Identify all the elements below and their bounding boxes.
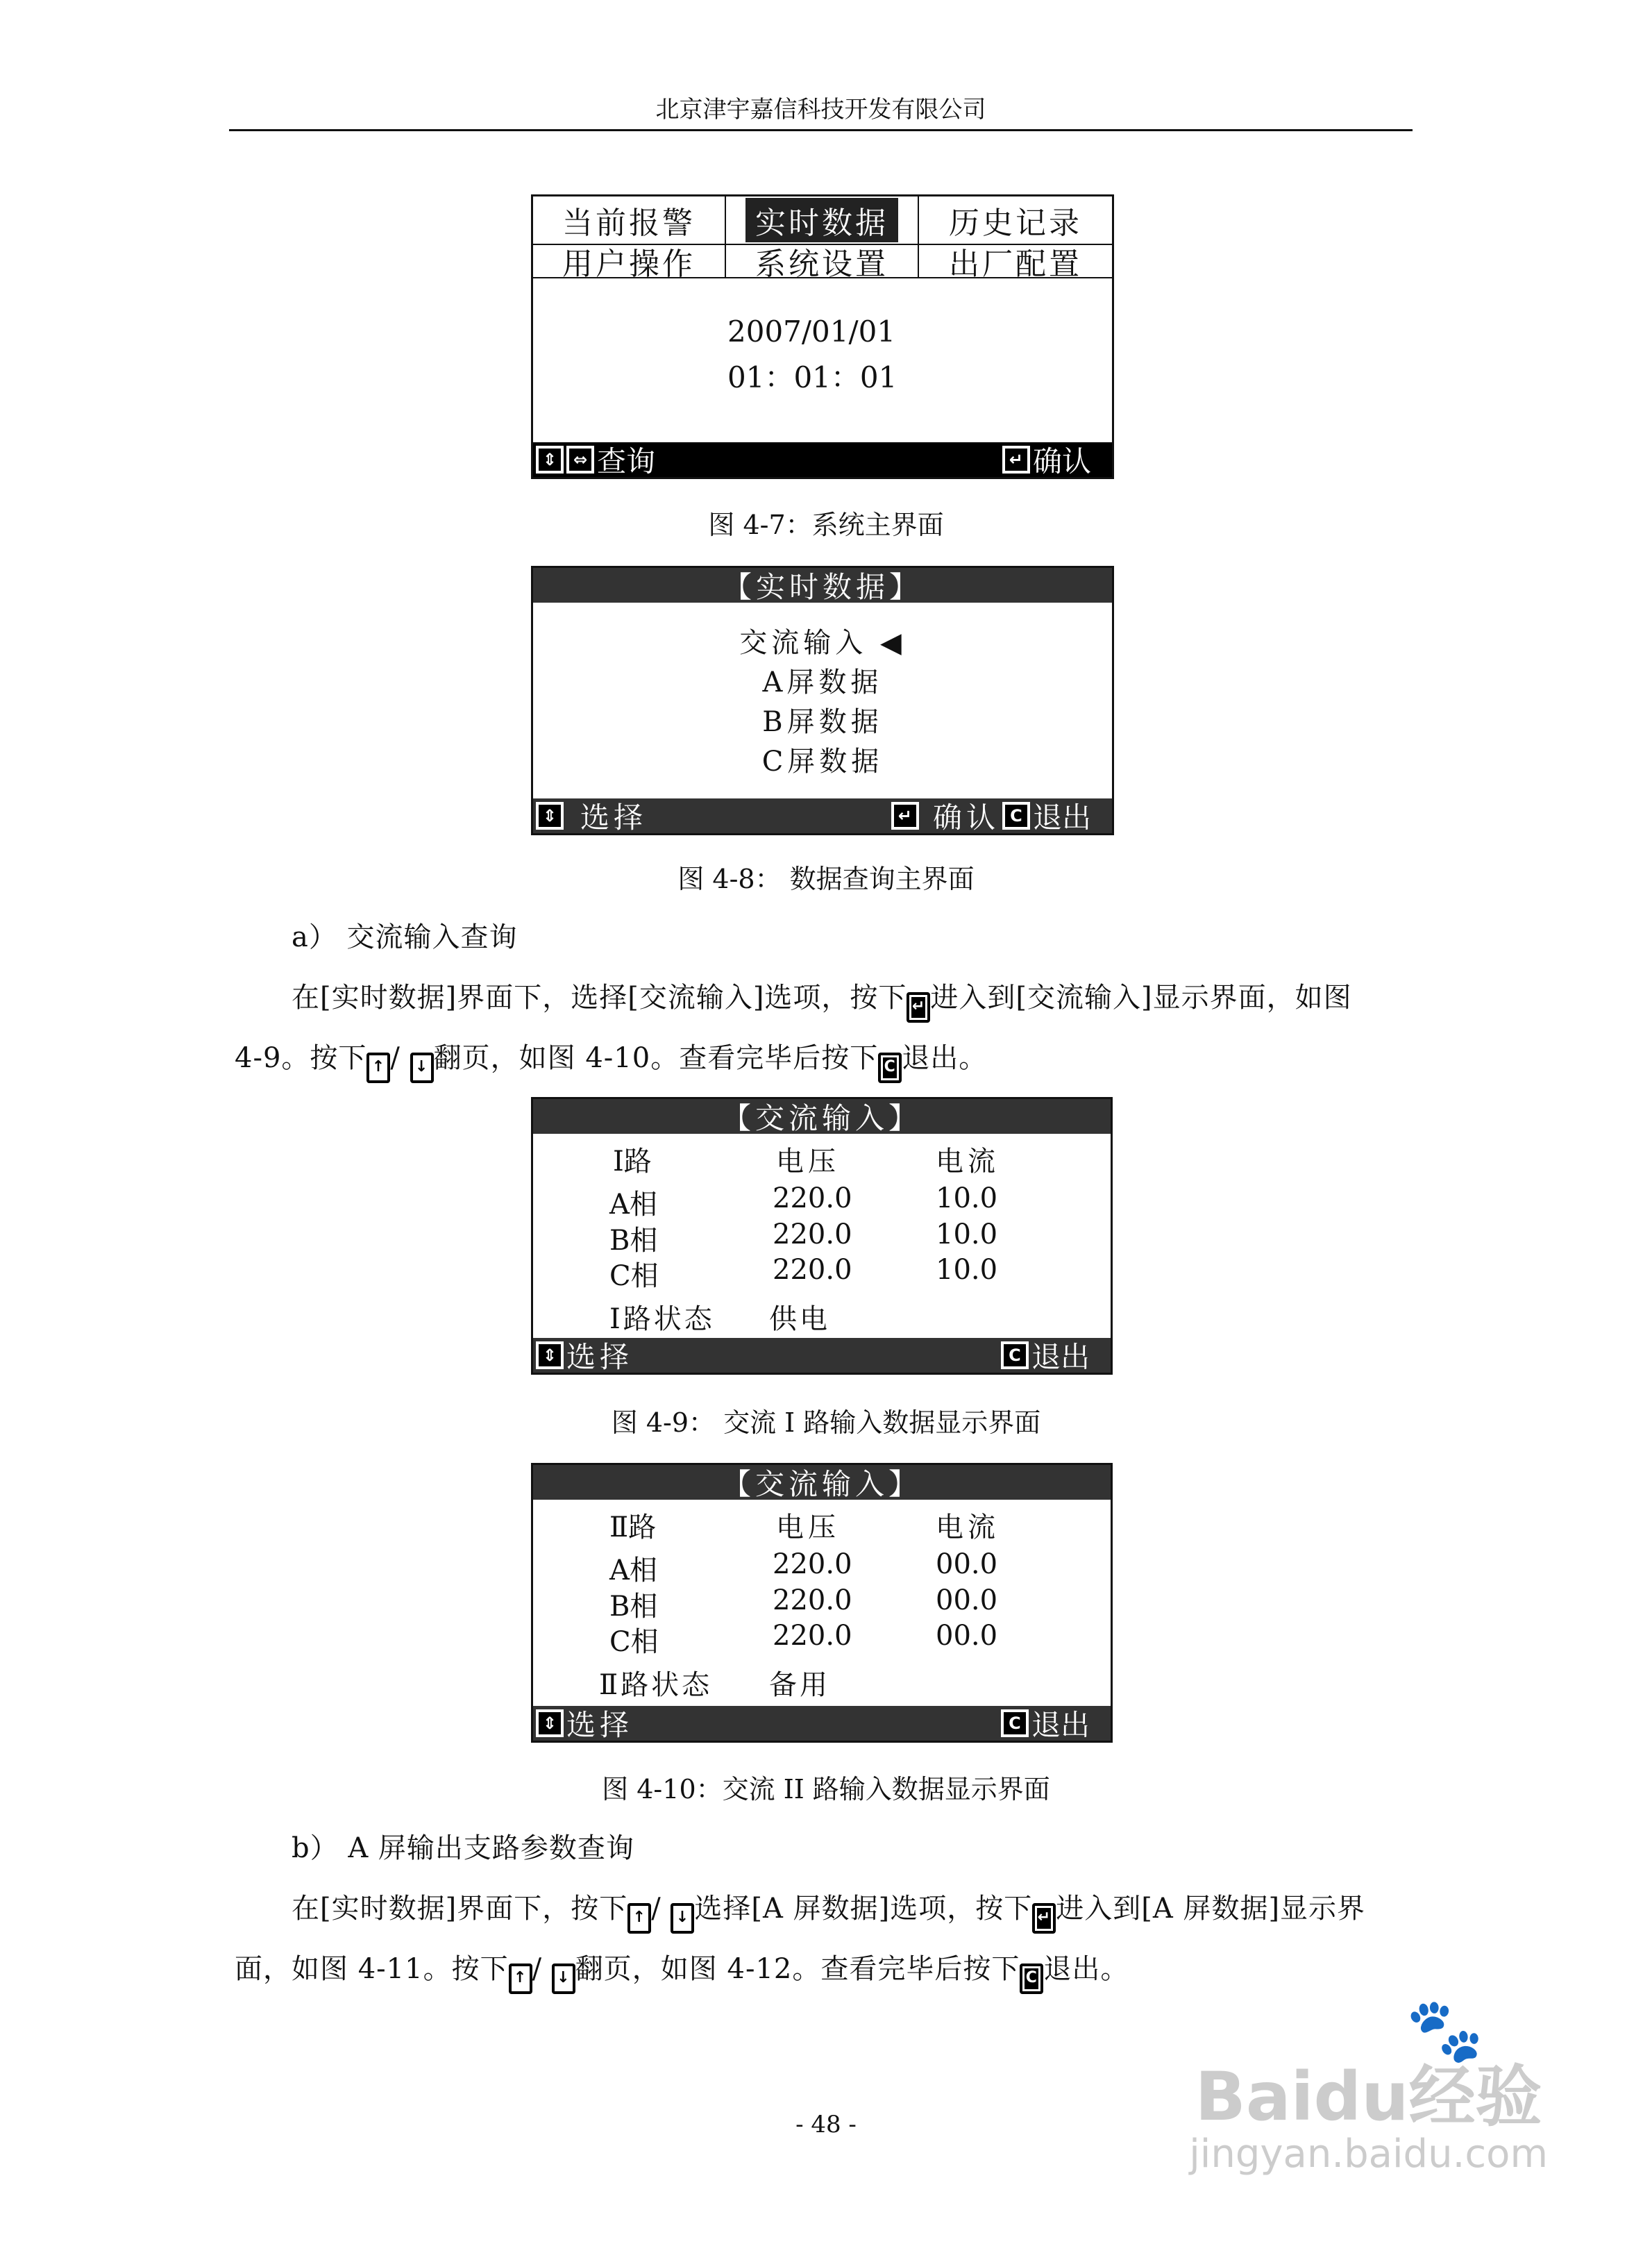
- baidu-watermark: [1189, 1994, 1548, 2177]
- main-screen: [531, 194, 1114, 479]
- ac-input-route2-screen: 【交流输入】 Ⅱ路 电压 电流 A相 220.0 00.0 B相 220.0 00.0 C相 220.0 00.0 Ⅱ路状态 备用 ⇕ 选择 C 退出: [531, 1463, 1113, 1743]
- section-heading: a） 交流输入查询: [292, 921, 518, 953]
- leftright-key-icon: ⇔: [566, 446, 594, 474]
- tab-factory-config[interactable]: 出厂配置: [919, 245, 1112, 278]
- menu-item-a-screen[interactable]: A屏数据: [762, 667, 883, 698]
- figure-caption: 图 4-9： 交流 I 路输入数据显示界面: [611, 1407, 1041, 1438]
- enter-key-icon: ↵: [1032, 1903, 1056, 1934]
- paw-logo-icon: 🐾: [1406, 1994, 1484, 2067]
- watermark-brand: Baidu经验: [1195, 2058, 1542, 2136]
- figure-caption: 图 4-10：交流 II 路输入数据显示界面: [602, 1774, 1050, 1805]
- column-header: 电压: [776, 1146, 840, 1178]
- screen-title: 【交流输入】: [533, 1099, 1111, 1134]
- selection-arrow-icon: ◀: [879, 627, 906, 659]
- paragraph-line: 在[实时数据]界面下，选择[交流输入]选项，按下 ↵ 进入到[交流输入]显示界面，如图: [292, 976, 1352, 1023]
- paragraph-line: 在[实时数据]界面下，按下 ↑ / ↓ 选择[A 屏数据]选项，按下 ↵ 进入到[A 屏数据]显示界: [292, 1886, 1365, 1934]
- tab-history[interactable]: 历史记录: [919, 196, 1112, 245]
- c-key-icon: C: [1001, 1709, 1029, 1737]
- realtime-data-screen: [531, 566, 1114, 835]
- screen-title: 【交流输入】: [533, 1465, 1111, 1500]
- menu-item-b-screen[interactable]: B屏数据: [762, 706, 883, 738]
- figure-caption: 图 4-7：系统主界面: [708, 510, 944, 540]
- figure-caption: 图 4-8： 数据查询主界面: [677, 864, 975, 894]
- down-key-icon: ↓: [671, 1903, 694, 1934]
- enter-key-icon: ↵: [891, 802, 919, 830]
- up-key-icon: ↑: [509, 1963, 532, 1994]
- tab-realtime-data[interactable]: 实时数据: [726, 196, 919, 245]
- column-header: 电流: [936, 1512, 1000, 1543]
- footer-bar: ⇕ 选择 C 退出: [533, 1706, 1111, 1741]
- down-key-icon: ↓: [552, 1963, 575, 1994]
- updown-key-icon: ⇕: [536, 1709, 564, 1737]
- date-display: 2007/01/01: [727, 315, 896, 349]
- c-key-icon: C: [878, 1053, 902, 1083]
- updown-key-icon: ⇕: [536, 446, 564, 474]
- menu-item-ac-input[interactable]: 交流输入 ◀: [739, 627, 906, 659]
- tab-system-settings[interactable]: 系统设置: [726, 245, 919, 278]
- c-key-icon: C: [1001, 1341, 1029, 1369]
- up-key-icon: ↑: [627, 1903, 651, 1934]
- ac-input-route1-screen: 【交流输入】 I路 电压 电流 A相 220.0 10.0 B相 220.0 10.0 C相 220.0 10.0 I路状态 供电 ⇕ 选择 C 退出: [531, 1097, 1113, 1375]
- c-key-icon: C: [1002, 802, 1030, 830]
- column-header: 电流: [936, 1146, 1000, 1178]
- footer-bar: ⇕ ⇔ 查询 ↵ 确认: [533, 442, 1112, 477]
- section-heading: b） A 屏输出支路参数查询: [292, 1832, 634, 1864]
- footer-bar: ⇕ 选择 C 退出: [533, 1338, 1111, 1373]
- header-divider: [229, 129, 1413, 131]
- time-display: 01：01：01: [727, 360, 897, 394]
- screen-title: 【实时数据】: [533, 568, 1112, 603]
- enter-key-icon: ↵: [1002, 446, 1030, 474]
- paragraph-line: 面，如图 4-11。按下 ↑ / ↓ 翻页，如图 4-12。查看完毕后按下 C 退出。: [235, 1947, 1129, 1994]
- watermark-url: jingyan.baidu.com: [1189, 2132, 1548, 2177]
- menu-item-c-screen[interactable]: C屏数据: [761, 746, 884, 778]
- enter-key-icon: ↵: [907, 992, 930, 1023]
- footer-bar: ⇕ 选择 ↵ 确认 C 退出: [533, 798, 1112, 833]
- c-key-icon: C: [1020, 1963, 1043, 1994]
- page-header: 北京津宇嘉信科技开发有限公司: [655, 96, 986, 124]
- paragraph-line: 4-9。按下 ↑ / ↓ 翻页，如图 4-10。查看完毕后按下 C 退出。: [235, 1036, 987, 1083]
- page-number: - 48 -: [795, 2111, 857, 2138]
- updown-key-icon: ⇕: [536, 1341, 564, 1369]
- column-header: I路: [613, 1146, 652, 1178]
- down-key-icon: ↓: [410, 1053, 434, 1083]
- updown-key-icon: ⇕: [536, 802, 564, 830]
- tab-current-alarm[interactable]: 当前报警: [533, 196, 726, 245]
- column-header: 电压: [776, 1512, 840, 1543]
- up-key-icon: ↑: [366, 1053, 390, 1083]
- column-header: Ⅱ路: [609, 1512, 657, 1543]
- tab-user-ops[interactable]: 用户操作: [533, 245, 726, 278]
